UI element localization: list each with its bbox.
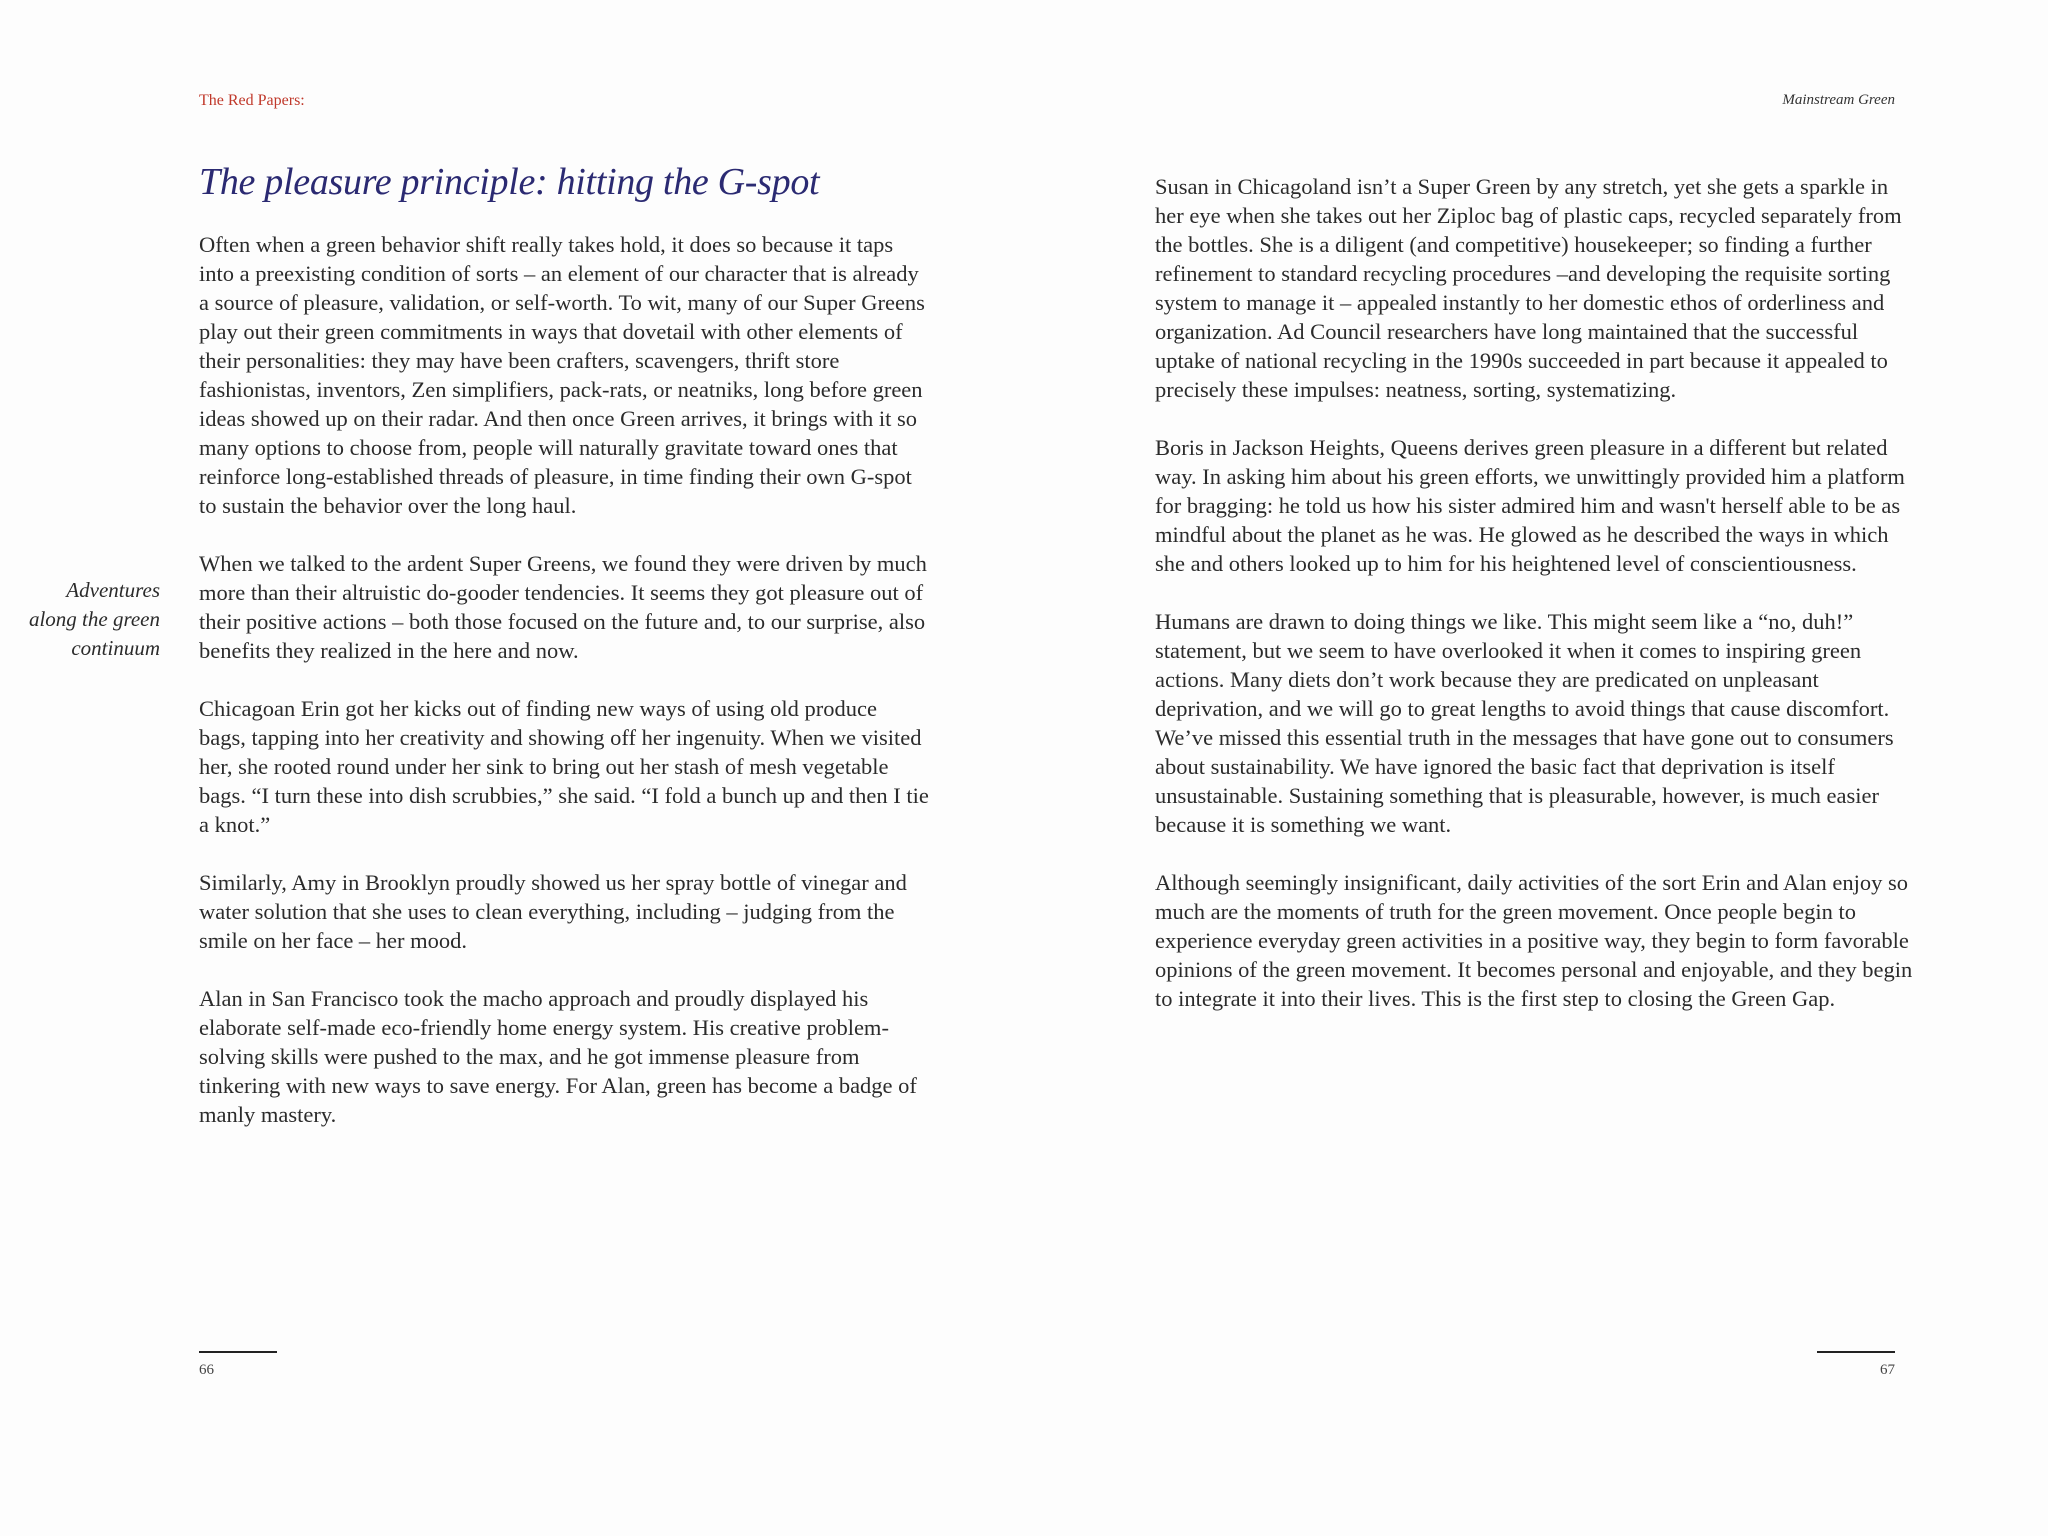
running-head-right: Mainstream Green — [1782, 92, 1895, 108]
right-page — [1024, 0, 2048, 1536]
page-number: 67 — [1880, 1362, 1895, 1378]
section-heading: The pleasure principle: hitting the G-spot — [199, 161, 820, 203]
paragraph: Alan in San Francisco took the macho approach and proudly displayed his elaborate self-made eco-friendly home energy system. His creative problem-solving skills were pushed to the max, and he got immense pleasure from tinkering with new ways to save energy. For Alan, green has become a badge of manly mastery. — [199, 986, 917, 1127]
paragraph: Although seemingly insignificant, daily activities of the sort Erin and Alan enjoy so much are the moments of truth for the green movement. Once people begin to experience everyday green activities in a positive way, they begin to form favorable opinions of the green movement. It becomes personal and enjoyable, and they begin to integrate it into their lives. This is the first step to closing the Green Gap. — [1155, 870, 1913, 1011]
paragraph: Susan in Chicagoland isn’t a Super Green by any stretch, yet she gets a sparkle in her eye when she takes out her Ziploc bag of plastic caps, recycled separately from the bottles. She is a diligent (and competitive) housekeeper; so finding a further refinement to standard recycling procedures –and developing the requisite sorting system to manage it – appealed instantly to her domestic ethos of orderliness and organization. Ad Council researchers have long maintained that the successful uptake of national recycling in the 1990s succeeded in part because it appealed to precisely these impulses: neatness, sorting, systematizing. — [1155, 174, 1902, 402]
margin-note: Adventures along the green continuum — [28, 578, 160, 660]
paragraph: Boris in Jackson Heights, Queens derives green pleasure in a different but related way. In asking him about his green efforts, we unwittingly provided him a platform for bragging: he told us how his sister admired him and wasn't herself able to be as mindful about the planet as he was. He glowed as he described the ways in which she and others looked up to him for his heightened level of conscientiousness. — [1155, 435, 1905, 576]
paragraph: Often when a green behavior shift really takes hold, it does so because it taps into a preexisting condition of sorts – an element of our character that is already a source of pleasure, validation, or self-worth. To wit, many of our Super Greens play out their green commitments in ways that dovetail with other elements of their personalities: they may have been crafters, scavengers, thrift store fashionistas, inventors, Zen simplifiers, pack-rats, or neatniks, long before green ideas showed up on their radar. And then once Green arrives, it brings with it so many options to choose from, people will naturally gravitate toward ones that reinforce long-established threads of pleasure, in time finding their own G-spot to sustain the behavior over the long haul. — [199, 232, 925, 518]
footer-rule — [199, 1351, 277, 1353]
paragraph: Similarly, Amy in Brooklyn proudly showed us her spray bottle of vinegar and water solution that she uses to clean everything, including – judging from the smile on her face – her mood. — [199, 870, 907, 953]
paragraph: Chicagoan Erin got her kicks out of finding new ways of using old produce bags, tapping into her creativity and showing off her ingenuity. When we visited her, she rooted round under her sink to bring out her stash of mesh vegetable bags. “I turn these into dish scrubbies,” she said. “I fold a bunch up and then I tie a knot.” — [199, 696, 929, 837]
page-number: 66 — [199, 1362, 214, 1378]
right-column — [1155, 172, 1915, 1042]
running-head-left: The Red Papers: — [199, 92, 305, 109]
left-column — [199, 230, 929, 1158]
paragraph: Humans are drawn to doing things we like. This might seem like a “no, duh!” statement, but we seem to have overlooked it when it comes to inspiring green actions. Many diets don’t work because they are predicated on unpleasant deprivation, and we will go to great lengths to avoid things that cause discomfort. We’ve missed this essential truth in the messages that have gone out to consumers about sustainability. We have ignored the basic fact that deprivation is itself unsustainable. Sustaining something that is pleasurable, however, is much easier because it is something we want. — [1155, 609, 1894, 837]
footer-rule — [1817, 1351, 1895, 1353]
paragraph: When we talked to the ardent Super Greens, we found they were driven by much more than their altruistic do-gooder tendencies. It seems they got pleasure out of their positive actions – both those focused on the future and, to our surprise, also benefits they realized in the here and now. — [199, 551, 927, 663]
